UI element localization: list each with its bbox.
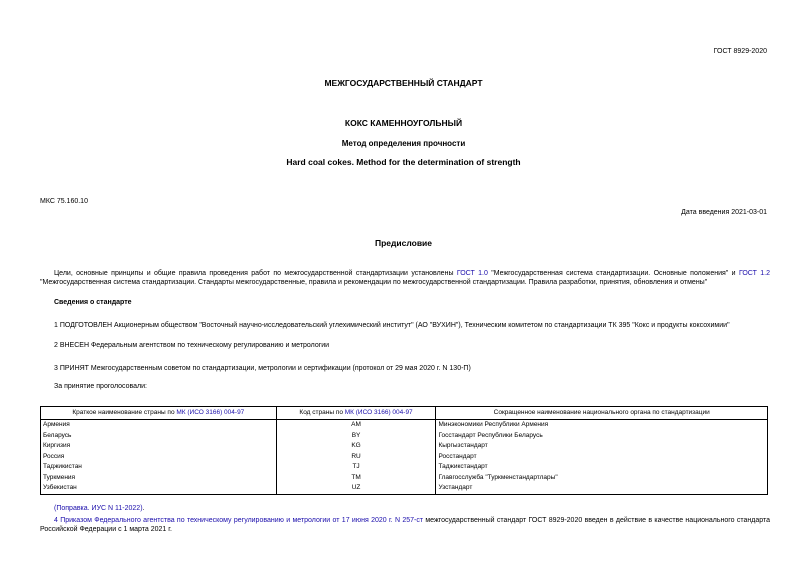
- paragraph-text: Цели, основные принципы и общие правила проведения работ по межгосударственной стандартизации установлены: [54, 270, 457, 277]
- standards-body: Главгосслужба "Туркменстандартлары": [436, 473, 768, 484]
- mks-code: МКС 75.160.10: [40, 198, 88, 205]
- paragraph-text: "Межгосударственная система стандартизации. Стандарты межгосударственные, правила и рекомендации по межгосударственной стандартизации. Правила разработки, принятия, обновления и отмены": [40, 278, 708, 286]
- gost-1-2-link[interactable]: ГОСТ 1.2: [738, 270, 770, 277]
- standard-type-heading: МЕЖГОСУДАРСТВЕННЫЙ СТАНДАРТ: [324, 78, 483, 88]
- mk-iso-link[interactable]: МК (ИСО 3166) 004-97: [176, 408, 245, 416]
- country-name: Туркмения: [41, 473, 277, 484]
- standards-body: Узстандарт: [436, 483, 768, 494]
- standards-body: Таджикстандарт: [436, 462, 768, 473]
- table-header-row: [41, 407, 768, 420]
- header-standards-body: Сокращенное наименование национального органа по стандартизации: [436, 407, 768, 420]
- standards-body: Кыргызстандарт: [436, 441, 768, 452]
- order-text: межгосударственный стандарт ГОСТ 8929-2020 введен в действие в качестве национального стандарта Российской Федерации с 1 марта 2021 г.: [40, 517, 770, 533]
- introduction-date: Дата введения 2021-03-01: [681, 209, 767, 216]
- item-introduced: 2 ВНЕСЕН Федеральным агентством по техническому регулированию и метрологии: [54, 342, 330, 349]
- standard-info-heading: Сведения о стандарте: [54, 299, 132, 306]
- header-country-name: Краткое наименование страны по МК (ИСО 3166) 004-97: [41, 407, 277, 420]
- table-row: [41, 452, 768, 463]
- amendment-note: [54, 505, 144, 514]
- country-name: Россия: [41, 452, 277, 463]
- country-name: Киргизия: [41, 441, 277, 452]
- document-code: ГОСТ 8929-2020: [713, 48, 767, 55]
- document-title-english: Hard coal cokes. Method for the determination of strength: [286, 157, 521, 167]
- table-row: [41, 483, 768, 494]
- table-row: [41, 473, 768, 484]
- gost-1-0-link[interactable]: ГОСТ 1.0: [456, 270, 488, 277]
- standards-body: Минэкономики Республики Армения: [436, 420, 768, 431]
- item-prepared: 1 ПОДГОТОВЛЕН Акционерным обществом "Восточный научно-исследовательский углехимический институт" (АО "ВУХИН"), Техническим комитетом по стандартизации ТК 395 "Кокс и продукты коксохимии": [54, 322, 730, 329]
- header-country-code: Код страны по МК (ИСО 3166) 004-97: [276, 407, 436, 420]
- country-name: Армения: [41, 420, 277, 431]
- item-adopted: 3 ПРИНЯТ Межгосударственным советом по стандартизации, метрологии и сертификации (протокол от 29 мая 2020 г. N 130-П): [54, 365, 471, 372]
- vote-label: За принятие проголосовали:: [54, 383, 147, 390]
- country-name: Узбекистан: [41, 483, 277, 494]
- table-row: [41, 431, 768, 442]
- table-row: [41, 462, 768, 473]
- country-code: KG: [276, 441, 436, 452]
- order-link[interactable]: 4 Приказом Федерального агентства по техническому регулированию и метрологии от 17 июня 2020 г. N 257-ст: [54, 517, 424, 524]
- country-name: Таджикистан: [41, 462, 277, 473]
- item-order: [40, 517, 770, 535]
- country-code: BY: [276, 431, 436, 442]
- table-row: [41, 420, 768, 431]
- standards-body: Росстандарт: [436, 452, 768, 463]
- country-code: RU: [276, 452, 436, 463]
- mk-iso-link[interactable]: МК (ИСО 3166) 004-97: [344, 408, 413, 416]
- document-subtitle: Метод определения прочности: [341, 139, 466, 148]
- note-end: .: [142, 505, 145, 512]
- table-row: [41, 441, 768, 452]
- country-code: UZ: [276, 483, 436, 494]
- country-code: AM: [276, 420, 436, 431]
- standards-body: Госстандарт Республики Беларусь: [436, 431, 768, 442]
- country-code: TM: [276, 473, 436, 484]
- foreword-paragraph: [40, 270, 770, 288]
- amendment-link[interactable]: (Поправка. ИУС N 11-2022): [54, 505, 143, 512]
- document-title: КОКС КАМЕННОУГОЛЬНЫЙ: [344, 118, 463, 128]
- foreword-heading: Предисловие: [374, 238, 433, 248]
- country-name: Беларусь: [41, 431, 277, 442]
- paragraph-text: "Межгосударственная система стандартизации. Основные положения" и: [487, 270, 739, 277]
- country-code: TJ: [276, 462, 436, 473]
- voting-countries-table: [40, 406, 768, 495]
